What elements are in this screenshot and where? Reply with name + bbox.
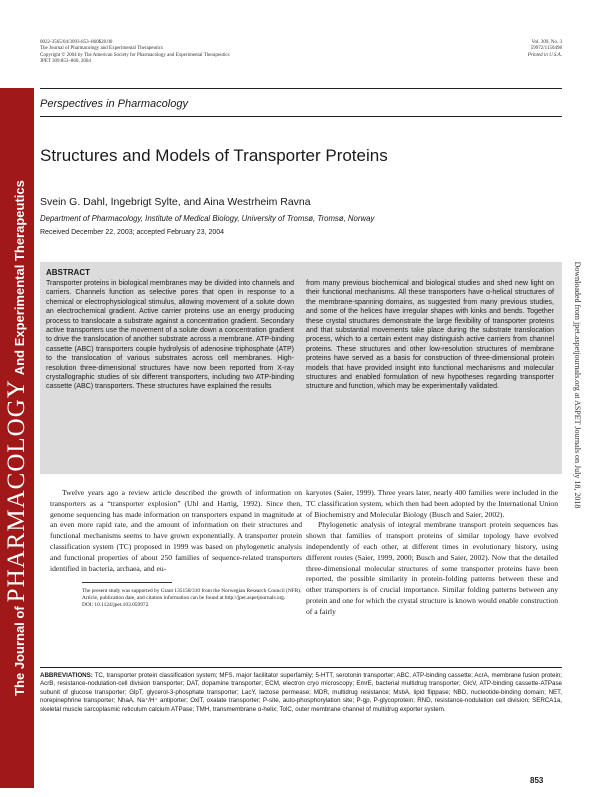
header-line: JPET 309:853–860, 2004 [40, 59, 91, 65]
abbreviations [40, 672, 562, 714]
download-note: Downloaded from jpet.aspetjournals.org at ASPET Journals on July 18, 2018 [573, 261, 582, 509]
section-label: Perspectives in Pharmacology [40, 98, 188, 110]
footnote: The present study was supported by Grant 135158/310 from the Norwegian Research Council (NFR). [82, 588, 302, 594]
header-line: Printed in U.S.A. [527, 52, 562, 58]
abbreviations-rule [40, 667, 562, 668]
spine-prefix: The Journal of [12, 606, 27, 696]
header-line: Copyright © 2004 by The American Society for Pharmacology and Experimental Therapeutics [40, 52, 230, 58]
body-paragraph: Twelve years ago a review article described the growth of information on transporters as a “transporter explosion” (Uhl and Hartig, 1992). Since then, genome sequencing has made information on transporters expand in magnitude at an even more rapid rate, and the amount of information on their structures and functional mechanisms seems to have grown exponentially. A transporter protein classification system (TC) proposed in 1999 was based on phylogenetic analysis and functional properties of about 250 families of sequence-related transporters identified in bacteria, archaea, and eu- [50, 488, 302, 573]
footnote: Article, publication date, and citation information can be found at http://jpet.aspetjournals.org. [82, 595, 286, 602]
header-line: 0022-3565/04/3093-853–860$20.00 [40, 40, 113, 45]
abstract-column-2: from many previous biochemical and biological studies and shed new light on their functional mechanisms. All these transporters have α-helical structures of the membrane-spanning domains, as suggested from many previous studies, and some of the helices have irregular shapes with kinks and bends. Together these crystal structures demonstrate the large flexibility of transporter proteins and that substantial movements take place during the substrate translocation process, which to a certain extent may distinguish active carriers from channel proteins. These structures and other low-resolution structures of membrane proteins have served as a basis for construction of three-dimensional protein models that have provided insight into functional mechanisms and molecular structures and enabled formulation of new hypotheses regarding transporter structure and function, which may be experimentally validated. [306, 280, 554, 391]
journal-header-left [40, 40, 230, 66]
footnote-rule [82, 582, 172, 583]
body-paragraph: Phylogenetic analysis of integral membrane transport protein sequences has shown that families of transport proteins of similar topology have evolved independently of each other, at different times in evolutionary history, using different routes (Saier, 1999, 2000; Busch and Saier, 2002). Now that the detailed three-dimensional molecular structures of some transporter proteins have been reported, the possible similarity in protein-folding patterns between these and other transporters is of crucial importance. Similar folding patterns between any protein and one for which the crystal structure is known would enable construction of a fairly [306, 520, 558, 616]
header-rule [40, 88, 562, 89]
spine-main: PHARMACOLOGY [3, 379, 30, 603]
abbreviations-text: TC, transporter protein classification system; MFS, major facilitator superfamily; 5-HTT, serotonin transporter; ABC, ATP-binding cassette; AcrA, membrane fusion protein; AcrB, resistance-nodulation-cell division transporter; DAT, dopamine transporter; ECM, electron cryo microscopy; EmrE, bacterial multidrug transporter; GlcV, ATP-binding cassette-ATPase subunit of glucose transporter; GlpT, glycerol-3-phosphate transporter; LacY, lactose permease; MDR, multidrug resistance; MsbA, lipid flippase; NBD, nucleotide-binding domain; NET, norepinephrine transporter; NhaA, Na⁺/H⁺ antiporter; OxlT, oxalate transporter; P-site, auto-phosphorylation site; P-gp, P-glycoprotein; RND, resistance-nodulation cell division; SERCA1a, skeletal muscle sarcoplasmic reticulum calcium ATPase; TMH, transmembrane α-helix; TolC, outer membrane channel of multidrug exporter system. [40, 672, 562, 713]
abstract-column-1: Transporter proteins in biological membranes may be divided into channels and carriers. Channels function as selective pores that open in response to a chemical or electrophysiological stimulus, allowing movement of a solute down an electrochemical gradient. Active carrier proteins use an energy producing process to translocate a substrate against a concentration gradient. Secondary active transporters use the movement of a solute down a concentration gradient to drive the translocation of another substrate across a membrane. ATP-binding cassette (ABC) transporters couple hydrolysis of adenosine triphosphate (ATP) to the translocation of various substrates across cell membranes. High-resolution three-dimensional structures have now been reported from X-ray crystallographic studies of six different transporters, including two ATP-binding cassette (ABC) transporters. These structures have explained the results [46, 280, 294, 391]
footnote: DOI: 10.1124/jpet.103.059972. [82, 602, 150, 609]
header-line: The Journal of Pharmacology and Experimental Therapeutics [40, 46, 163, 52]
author-list: Svein G. Dahl, Ingebrigt Sylte, and Aina Westrheim Ravna [40, 196, 311, 208]
spine-suffix: And Experimental Therapeutics [12, 180, 27, 376]
body-column-1 [50, 488, 302, 574]
page-number: 853 [530, 776, 544, 785]
affiliation: Department of Pharmacology, Institute of Medical Biology, University of Tromsø, Tromsø, Norway [40, 214, 375, 223]
abstract-heading: ABSTRACT [46, 268, 90, 277]
header-line: Vol. 309, No. 3 [531, 40, 562, 45]
footnotes [82, 588, 302, 610]
body-paragraph: karyotes (Saier, 1999). Three years later, nearly 400 families were included in the TC classification system, which then had been adopted by the International Union of Biochemistry and Molecular Biology (Busch and Saier, 2002). [306, 488, 558, 519]
journal-spine-title [2, 98, 32, 778]
journal-header-right [510, 40, 562, 59]
body-column-2 [306, 488, 558, 618]
article-title: Structures and Models of Transporter Proteins [40, 146, 388, 165]
section-rule [40, 116, 562, 117]
received-dates: Received December 22, 2003; accepted February 23, 2004 [40, 229, 225, 236]
header-line: 59972/1150498 [530, 46, 562, 52]
abbreviations-label: ABBREVIATIONS: [40, 672, 93, 679]
